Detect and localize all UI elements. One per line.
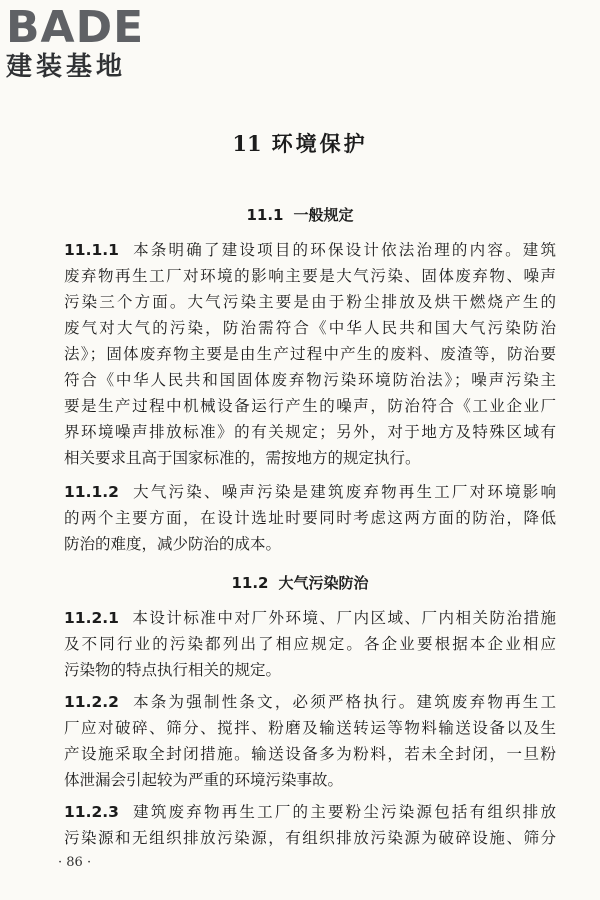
- clause-line: 符合《中华人民共和国固体废弃物污染环境防治法》；噪声污染主: [64, 371, 556, 389]
- chapter-title-text: 环境保护: [271, 131, 368, 156]
- clause-line: 要是生产过程中机械设备运行产生的噪声，防治符合《工业企业厂: [64, 397, 556, 415]
- clause-number: 11.2.3: [64, 803, 119, 821]
- clause-number: 11.1.1: [64, 241, 119, 259]
- clause-number: 11.2.1: [64, 609, 119, 627]
- section-title: [0, 572, 600, 593]
- clause-line: 法》；固体废弃物主要是由生产过程中产生的废料、废渣等，防治要: [64, 345, 556, 363]
- clause-number: 11.1.2: [64, 483, 119, 501]
- clause-line: 11.2.2 本条为强制性条文，必须严格执行。建筑废弃物再生工: [64, 693, 556, 711]
- clause-line: 11.2.3 建筑废弃物再生工厂的主要粉尘污染源包括有组织排放: [64, 803, 556, 821]
- clause-line: 的两个主要方面，在设计选址时要同时考虑这两方面的防治，降低: [64, 509, 556, 527]
- logo: [6, 2, 176, 82]
- section-number: 11.2: [231, 574, 269, 592]
- clause-line: 体泄漏会引起较为严重的环境污染事故。: [64, 771, 344, 789]
- chapter-title: [0, 128, 600, 158]
- logo-wordmark: BADE: [6, 2, 145, 53]
- section-title-text: 一般规定: [293, 206, 354, 224]
- clause-line: 厂应对破碎、筛分、搅拌、粉磨及输送转运等物料输送设备以及生: [64, 719, 556, 737]
- clause-line: 污染物的特点执行相关的规定。: [64, 661, 282, 679]
- section-title-text: 大气污染防治: [278, 574, 369, 592]
- clause-line: 11.1.2 大气污染、噪声污染是建筑废弃物再生工厂对环境影响: [64, 483, 556, 501]
- clause-line: 11.1.1 本条明确了建设项目的环保设计依法治理的内容。建筑: [64, 241, 556, 259]
- section-number: 11.1: [246, 206, 284, 224]
- clause-line: 相关要求且高于国家标准的，需按地方的规定执行。: [64, 449, 421, 467]
- logo-subtitle: 建装基地: [6, 52, 127, 82]
- clause-line: 及不同行业的污染都列出了相应规定。各企业要根据本企业相应: [64, 635, 556, 653]
- clause-number: 11.2.2: [64, 693, 119, 711]
- clause-line: 防治的难度，减少防治的成本。: [64, 535, 282, 553]
- clause-line: 污染源和无组织排放污染源，有组织排放污染源为破碎设施、筛分: [64, 829, 556, 847]
- clause-line: 污染三个方面。大气污染主要是由于粉尘排放及烘干燃烧产生的: [64, 293, 556, 311]
- clause-line: 产设施采取全封闭措施。输送设备多为粉料，若未全封闭，一旦粉: [64, 745, 556, 763]
- clause-line: 11.2.1 本设计标准中对厂外环境、厂内区域、厂内相关防治措施: [64, 609, 556, 627]
- clause-line: 界环境噪声排放标准》的有关规定；另外，对于地方及特殊区域有: [64, 423, 556, 441]
- chapter-number: 11: [232, 131, 262, 156]
- clause-line: 废弃物再生工厂对环境的影响主要是大气污染、固体废弃物、噪声: [64, 267, 556, 285]
- section-title: [0, 204, 600, 225]
- clause-line: 废气对大气的污染，防治需符合《中华人民共和国大气污染防治: [64, 319, 556, 337]
- page-number: · 86 ·: [58, 855, 92, 870]
